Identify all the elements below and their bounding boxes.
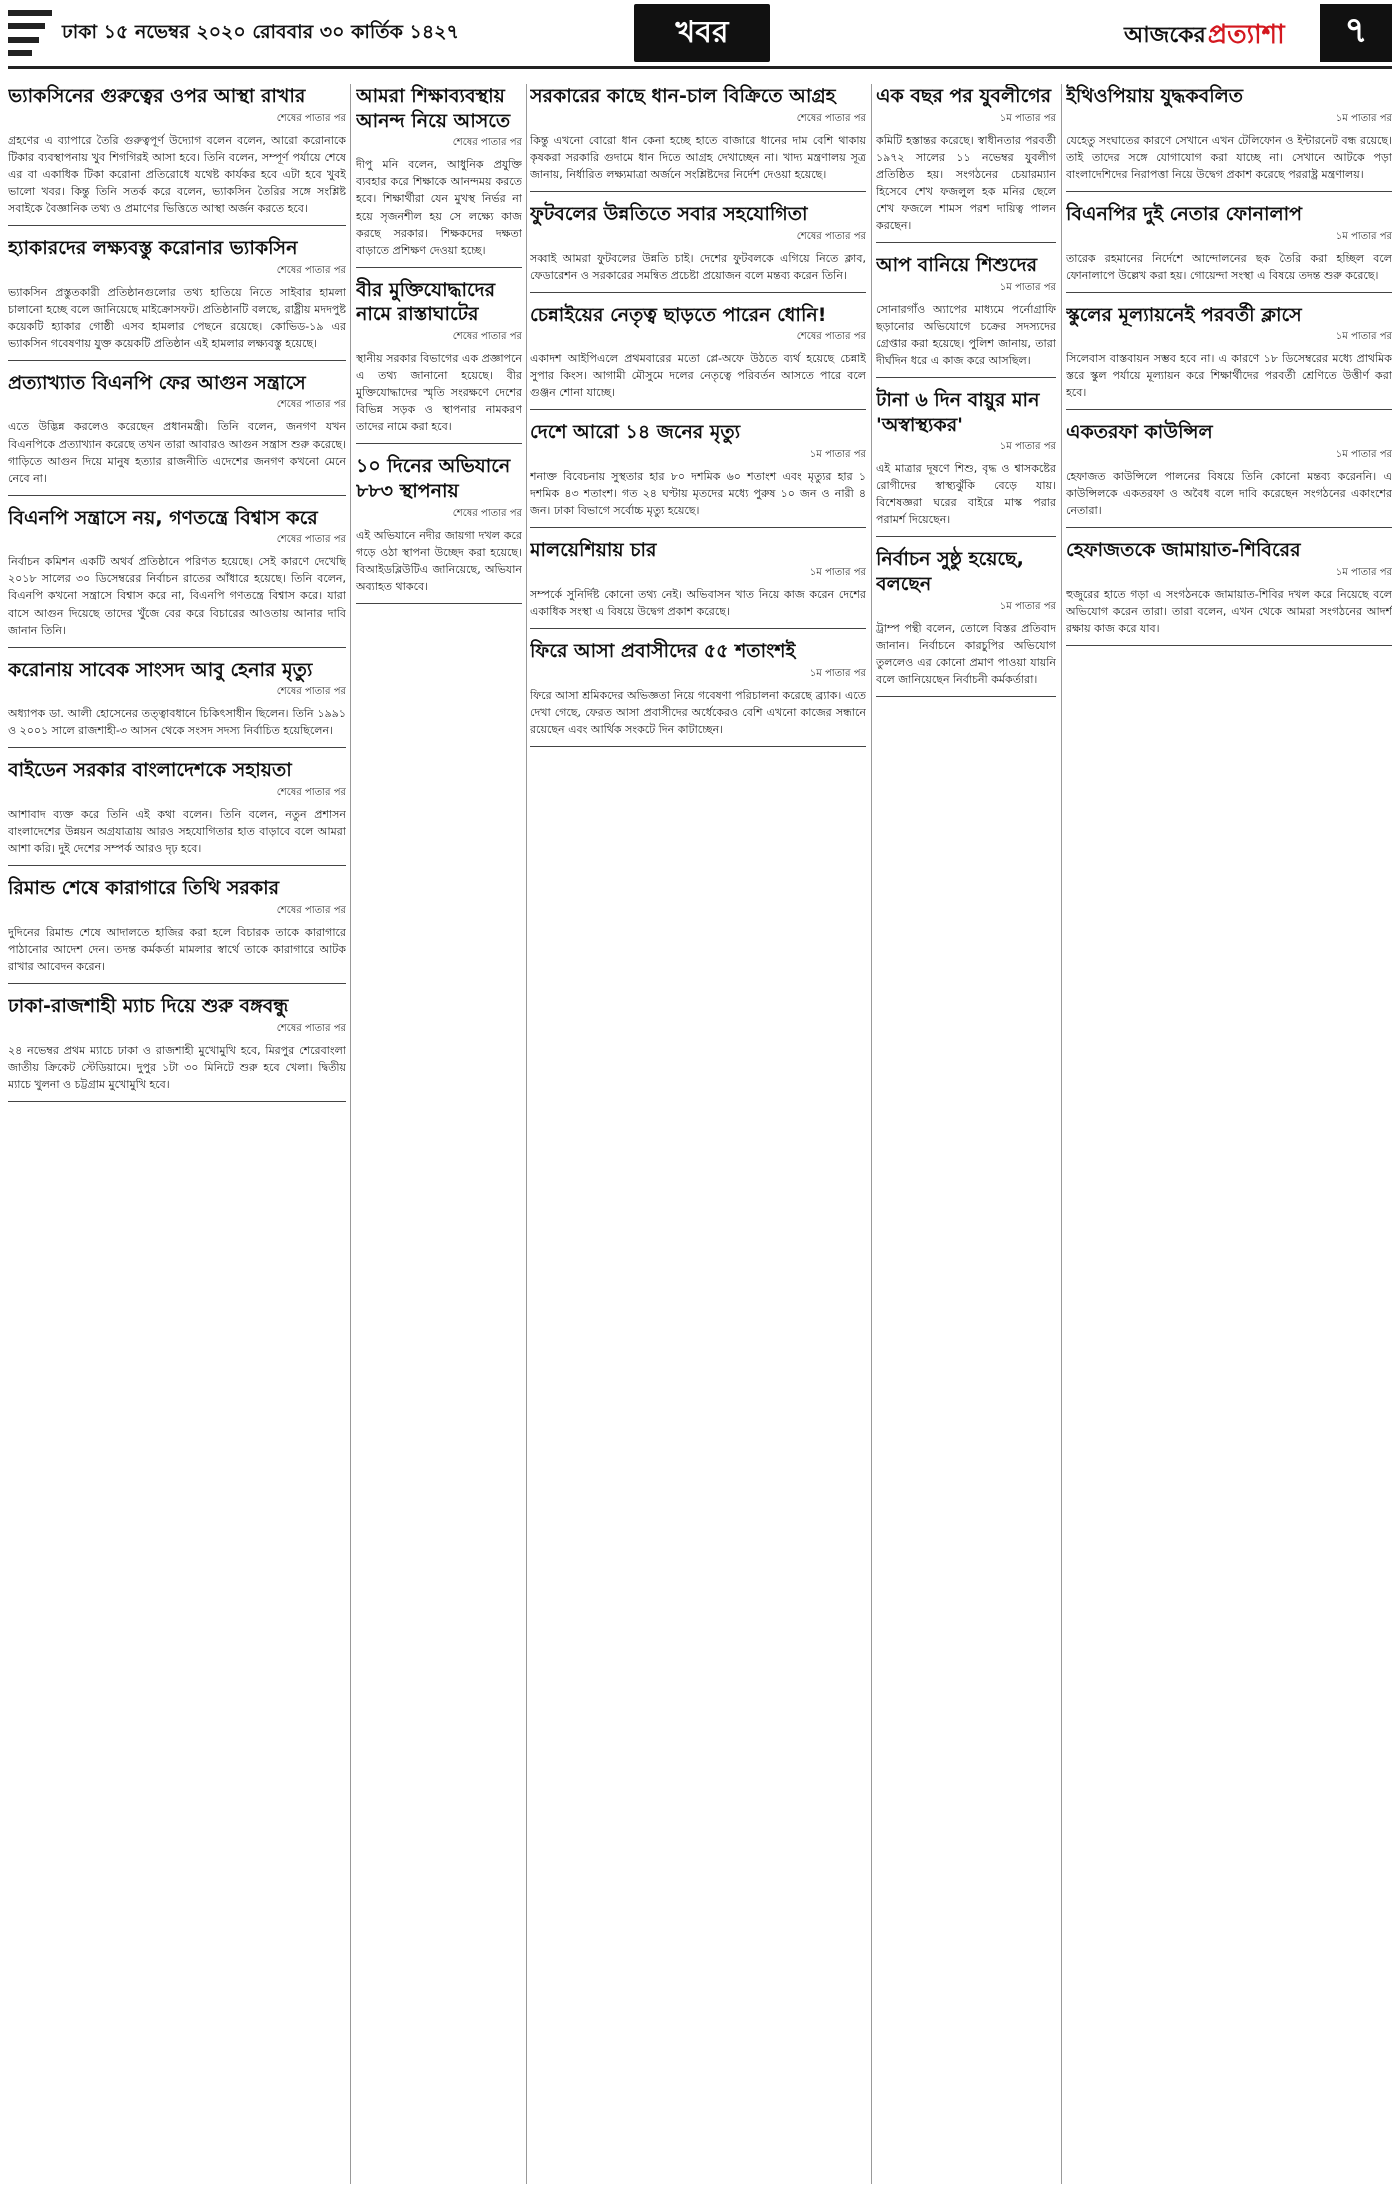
news-article — [876, 388, 1056, 538]
article-headline: প্রত্যাখ্যাত বিএনপি ফের আগুন সন্ত্রাসে — [8, 371, 306, 394]
column-divider — [526, 84, 527, 2184]
article-divider — [530, 628, 866, 629]
article-body: একাদশ আইপিএলে প্রথমবারের মতো প্লে-অফে উঠতে ব্যর্থ হয়েছে চেন্নাই সুপার কিংস। আগামী মৌসুমে দলের নেতৃত্বে পরিবর্তন আসতে পারে বলে গুঞ্জন শোনা যাচ্ছে। — [530, 352, 866, 400]
article-divider — [8, 865, 346, 866]
news-article — [8, 876, 346, 984]
article-headline: বীর মুক্তিযোদ্ধাদের নামে রাস্তাঘাটের — [356, 278, 496, 326]
logo-part-1: আজকের — [1124, 22, 1206, 48]
article-body: এতে উদ্ভিন্ন করলেও করেছেন প্রধানমন্ত্রী। তিনি বলেন, জনগণ যখন বিএনপিকে প্রত্যাখ্যান করেছে তখন তারা আবারও আগুন সন্ত্রাস শুরু করেছে। গাড়িতে আগুন দিয়ে মানুষ হত্যার রাজনীতি এদেশের জনগণ কখনো মেনে নেবে না। — [8, 420, 346, 485]
article-divider — [8, 225, 346, 226]
article-headline: বিএনপি সন্ত্রাসে নয়, গণতন্ত্রে বিশ্বাস করে — [8, 506, 318, 529]
article-divider — [356, 603, 522, 604]
continued-from-label: ১ম পাতার পর — [1335, 566, 1392, 578]
article-divider — [356, 443, 522, 444]
news-article — [1066, 538, 1392, 646]
news-article — [356, 84, 522, 268]
news-article — [876, 84, 1056, 243]
continued-from-label: শেষের পাতার পর — [796, 112, 866, 124]
article-headline: ইথিওপিয়ায় যুদ্ধকবলিত — [1066, 85, 1244, 107]
article-headline: টানা ৬ দিন বায়ুর মান 'অস্বাস্থ্যকর' — [876, 388, 1040, 436]
continued-from-label: ১ম পাতার পর — [809, 566, 866, 578]
article-body: দুদিনের রিমান্ড শেষে আদালতে হাজির করা হলে বিচারক তাকে কারাগারে পাঠানোর আদেশ দেন। তদন্ত কর্মকর্তা মামলার স্বার্থে তাকে কারাগারে আটক রাখার আবেদন করেন। — [8, 925, 346, 973]
continued-from-label: শেষের পাতার পর — [452, 137, 522, 149]
article-body: তারেক রহমানের নির্দেশে আন্দোলনের ছক তৈরি করা হচ্ছিল বলে ফোনালাপে উল্লেখ করা হয়। গোয়েন্দা সংস্থা এ বিষয়ে তদন্ত শুরু করেছে। — [1066, 251, 1392, 282]
column-2 — [356, 84, 522, 2184]
article-body: নির্বাচন কমিশন একটি অথর্ব প্রতিষ্ঠানে পরিণত হয়েছে। সেই কারণে দেখেছি ২০১৮ সালের ৩০ ডিসেম্বরের নির্বাচন রাতের আঁধারে হয়েছে। তিনি বলেন, বিএনপি কখনো সন্ত্রাসে বিশ্বাস করে না, বিএনপি গণতন্ত্রে বিশ্বাস করে। যারা বাসে আগুন দিয়েছে তাদের খুঁজে বের করে বিচারের আওতায় আনার দাবি জানান তিনি। — [8, 555, 346, 637]
news-article — [530, 303, 866, 411]
continued-from-label: শেষের পাতার পর — [276, 1022, 346, 1034]
news-article — [530, 420, 866, 528]
continued-from-label: ১ম পাতার পর — [1335, 331, 1392, 343]
column-divider — [1061, 84, 1062, 2184]
continued-from-label: শেষের পাতার পর — [276, 112, 346, 124]
article-divider — [8, 747, 346, 748]
news-article — [8, 758, 346, 866]
article-divider — [1066, 292, 1392, 293]
continued-from-label: শেষের পাতার পর — [276, 399, 346, 411]
article-body: এই অভিযানে নদীর জায়গা দখল করে গড়ে ওঠা স্থাপনা উচ্ছেদ করা হয়েছে। বিআইডব্লিউটিএ জানিয়েছে, অভিযান অব্যাহত থাকবে। — [356, 528, 522, 593]
news-article — [356, 454, 522, 604]
column-5 — [1066, 84, 1392, 2184]
article-body: যেহেতু সংঘাতের কারণে সেখানে এখন টেলিফোন ও ইন্টারনেট বন্ধ রয়েছে। তাই তাদের সঙ্গে যোগাযোগ করা যাচ্ছে না। সেখানে আটকে পড়া বাংলাদেশিদের নিরাপত্তা নিয়ে উদ্বেগ প্রকাশ করেছে পররাষ্ট্র মন্ত্রণালয়। — [1066, 133, 1392, 181]
article-body: শনাক্ত বিবেচনায় সুস্থতার হার ৮০ দশমিক ৬০ শতাংশ এবং মৃত্যুর হার ১ দশমিক ৪৩ শতাংশ। গত ২৪ ঘণ্টায় মৃতদের মধ্যে পুরুষ ১০ জন ও নারী ৪ জন। ঢাকা বিভাগে সর্বোচ্চ মৃত্যু হয়েছে। — [530, 470, 866, 518]
continued-from-label: শেষের পাতার পর — [796, 331, 866, 343]
article-divider — [1066, 527, 1392, 528]
article-divider — [8, 1101, 346, 1102]
column-4 — [876, 84, 1056, 2184]
page-number: ৭ — [1320, 4, 1392, 62]
article-headline: ভ্যাকসিনের গুরুত্বের ওপর আস্থা রাখার — [8, 85, 306, 107]
article-body: ২৪ নভেম্বর প্রথম ম্যাচে ঢাকা ও রাজশাহী মুখোমুখি হবে, মিরপুর শেরেবাংলা জাতীয় ক্রিকেট স্টেডিয়ামে। দুপুর ১টা ৩০ মিনিটে শুরু হবে খেলা। দ্বিতীয় ম্যাচে খুলনা ও চট্টগ্রাম মুখোমুখি হবে। — [8, 1043, 346, 1091]
news-article — [8, 84, 346, 226]
news-article — [530, 84, 866, 192]
article-divider — [8, 495, 346, 496]
continued-from-label: শেষের পাতার পর — [276, 904, 346, 916]
article-body: এই মাত্রার দূষণে শিশু, বৃদ্ধ ও শ্বাসকষ্টের রোগীদের স্বাস্থ্যঝুঁকি বেড়ে যায়। বিশেষজ্ঞরা ঘরের বাইরে মাস্ক পরার পরামর্শ দিয়েছেন। — [876, 462, 1056, 527]
news-article — [876, 253, 1056, 378]
news-article — [8, 994, 346, 1102]
news-article — [8, 506, 346, 648]
news-article — [1066, 84, 1392, 192]
article-headline: হ্যাকারদের লক্ষ্যবস্তু করোনার ভ্যাকসিন — [8, 236, 298, 259]
continued-from-label: ১ম পাতার পর — [999, 441, 1056, 453]
article-divider — [530, 191, 866, 192]
article-body: স্থানীয় সরকার বিভাগের এক প্রজ্ঞাপনে এ তথ্য জানানো হয়েছে। বীর মুক্তিযোদ্ধাদের স্মৃতি সংরক্ষণে দেশের বিভিন্ন সড়ক ও স্থাপনার নামকরণ তাদের নামে করা হবে। — [356, 352, 522, 434]
column-1 — [8, 84, 346, 2184]
article-headline: ঢাকা-রাজশাহী ম্যাচ দিয়ে শুরু বঙ্গবন্ধু — [8, 995, 289, 1018]
continued-from-label: শেষের পাতার পর — [276, 787, 346, 799]
news-article — [8, 371, 346, 496]
article-headline: হেফাজতকে জামায়াত-শিবিরের — [1066, 539, 1301, 562]
article-headline: নির্বাচন সুষ্ঠু হয়েছে, বলছেন — [876, 548, 1024, 596]
article-divider — [530, 409, 866, 410]
continued-from-label: শেষের পাতার পর — [276, 686, 346, 698]
article-headline: আপ বানিয়ে শিশুদের — [876, 253, 1038, 276]
article-body: ফিরে আসা শ্রমিকদের অভিজ্ঞতা নিয়ে গবেষণা পরিচালনা করেছে ব্র্যাক। এতে দেখা গেছে, ফেরত আসা প্রবাসীদের অর্ধেকেরও বেশি এখনো কাজের সন্ধানে রয়েছেন এবং আর্থিক সংকটে দিন কাটাচ্ছেন। — [530, 688, 866, 736]
continued-from-label: ১ম পাতার পর — [999, 112, 1056, 124]
article-body: সিলেবাস বাস্তবায়ন সম্ভব হবে না। এ কারণে ১৮ ডিসেম্বরের মধ্যে প্রাথমিক স্তরে স্কুল পর্যায়ে মূল্যায়ন করে শিক্ষার্থীদের পরবর্তী শ্রেণিতে উত্তীর্ণ করা হবে। — [1066, 352, 1392, 400]
continued-from-label: শেষের পাতার পর — [796, 230, 866, 242]
masthead — [0, 0, 1400, 70]
dateline: ঢাকা ১৫ নভেম্বর ২০২০ রোববার ৩০ কার্তিক ১৪২৭ — [62, 21, 459, 43]
article-headline: এক বছর পর যুবলীগের — [876, 85, 1052, 107]
article-body: ট্রাম্প পন্থী বলেন, তোলে বিস্তর প্রতিবাদ জানান। নির্বাচনে কারচুপির অভিযোগ তুললেও এর কোনো প্রমাণ পাওয়া যায়নি বলে জানিয়েছেন নির্বাচনী কর্মকর্তারা। — [876, 621, 1056, 686]
continued-from-label: ১ম পাতার পর — [1335, 230, 1392, 242]
article-headline: বিএনপির দুই নেতার ফোনালাপ — [1066, 202, 1303, 225]
news-article — [1066, 303, 1392, 411]
article-body: সম্পর্কে সুনির্দিষ্ট কোনো তথ্য নেই। অভিবাসন খাত নিয়ে কাজ করেন দেশের একাধিক সংস্থা এ বিষয়ে উদ্বেগ প্রকাশ করেছে। — [530, 587, 866, 618]
article-headline: চেন্নাইয়ের নেতৃত্ব ছাড়তে পারেন ধোনি! — [530, 303, 827, 326]
article-headline: ১০ দিনের অভিযানে ৮৮৩ স্থাপনায় — [356, 455, 511, 502]
news-article — [530, 639, 866, 747]
continued-from-label: ১ম পাতার পর — [999, 281, 1056, 293]
newspaper-logo — [1124, 12, 1310, 60]
news-article — [876, 547, 1056, 697]
article-divider — [8, 647, 346, 648]
article-body: হুজুরের হাতে গড়া এ সংগঠনকে জামায়াত-শিবির দখল করে নিয়েছে বলে অভিযোগ করেন তারা। তারা বলেন, এখন থেকে আমরা সংগঠনের আদর্শ রক্ষায় কাজ করে যাব। — [1066, 587, 1392, 636]
continued-from-label: শেষের পাতার পর — [276, 264, 346, 276]
masthead-rule — [8, 66, 1392, 69]
article-divider — [876, 377, 1056, 378]
article-divider — [876, 536, 1056, 537]
article-headline: আমরা শিক্ষাব্যবস্থায় আনন্দ নিয়ে আসতে — [356, 85, 511, 132]
article-headline: মালয়েশিয়ায় চার — [530, 539, 657, 562]
news-article — [8, 236, 346, 361]
logo-part-2: প্রত্যাশা — [1207, 20, 1285, 50]
column-3 — [530, 84, 866, 2184]
article-body: দীপু মনি বলেন, আধুনিক প্রযুক্তি ব্যবহার করে শিক্ষাকে আনন্দময় করতে হবে। শিক্ষার্থীরা যেন মুখস্থ নির্ভর না হয়ে সৃজনশীল হয় সে লক্ষ্যে কাজ করছে সরকার। শিক্ষকদের দক্ষতা বাড়াতে প্রশিক্ষণ দেওয়া হচ্ছে। — [356, 158, 522, 257]
article-divider — [876, 242, 1056, 243]
column-divider — [871, 84, 872, 2184]
article-headline: দেশে আরো ১৪ জনের মৃত্যু — [530, 421, 741, 444]
news-article — [530, 538, 866, 629]
article-body: সোনারগাঁও অ্যাপের মাধ্যমে পর্নোগ্রাফি ছড়ানোর অভিযোগে চক্রের সদস্যদের গ্রেপ্তার করা হয়েছে। পুলিশ জানায়, তারা দীর্ঘদিন ধরে এ কাজ করে আসছিল। — [876, 302, 1056, 367]
news-article — [1066, 420, 1392, 528]
section-label: খবর — [634, 4, 770, 62]
article-headline: একতরফা কাউন্সিল — [1066, 421, 1213, 444]
article-divider — [8, 983, 346, 984]
article-divider — [530, 292, 866, 293]
article-body: হেফাজত কাউন্সিলে পালনের বিষয়ে তিনি কোনো মন্তব্য করেননি। এ কাউন্সিলকে একতরফা ও অবৈধ বলে দাবি করেছেন সংগঠনের একাংশের নেতারা। — [1066, 470, 1392, 518]
article-body: আশাবাদ ব্যক্ত করে তিনি এই কথা বলেন। তিনি বলেন, নতুন প্রশাসন বাংলাদেশের উন্নয়ন অগ্রযাত্রায় আরও সহযোগিতার হাত বাড়াবে বলে আমরা আশা করি। দুই দেশের সম্পর্ক আরও দৃঢ় হবে। — [8, 808, 346, 856]
article-body: কমিটি হস্তান্তর করেছে। স্বাধীনতার পরবর্তী ১৯৭২ সালের ১১ নভেম্বর যুবলীগ প্রতিষ্ঠিত হয়। সংগঠনের চেয়ারম্যান হিসেবে শেখ ফজলুল হক মনির ছেলে শেখ ফজলে শামস পরশ দায়িত্ব পালন করছেন। — [876, 133, 1056, 232]
article-divider — [356, 267, 522, 268]
continued-from-label: ১ম পাতার পর — [809, 667, 866, 679]
news-article — [8, 658, 346, 749]
news-article — [356, 278, 522, 445]
article-body: কিন্তু এখনো বোরো ধান কেনা হচ্ছে হাতে বাজারে ধানের দাম বেশি থাকায় কৃষকরা সরকারি গুদামে ধান দিতে আগ্রহ দেখাচ্ছেন না। খাদ্য মন্ত্রণালয় সূত্র জানায়, নির্ধারিত লক্ষ্যমাত্রা অর্জনে সংশ্লিষ্টদের নির্দেশ দেওয়া হয়েছে। — [530, 133, 866, 181]
continued-from-label: ১ম পাতার পর — [1335, 449, 1392, 461]
article-divider — [1066, 409, 1392, 410]
continued-from-label: ১ম পাতার পর — [809, 449, 866, 461]
article-body: সব্বাই আমরা ফুটবলের উন্নতি চাই। দেশের ফুটবলকে এগিয়ে নিতে ক্লাব, ফেডারেশন ও সরকারের সমন্বিত প্রচেষ্টা প্রয়োজন বলে মন্তব্য করেন তিনি। — [530, 251, 866, 282]
continued-from-label: শেষের পাতার পর — [276, 534, 346, 546]
continued-from-label: ১ম পাতার পর — [999, 600, 1056, 612]
article-headline: বাইডেন সরকার বাংলাদেশকে সহায়তা — [8, 759, 292, 782]
article-divider — [530, 746, 866, 747]
continued-from-label: ১ম পাতার পর — [1335, 112, 1392, 124]
article-headline: রিমান্ড শেষে কারাগারে তিথি সরকার — [8, 877, 280, 900]
continued-from-label: শেষের পাতার পর — [452, 331, 522, 343]
article-headline: সরকারের কাছে ধান-চাল বিক্রিতে আগ্রহ — [530, 85, 836, 107]
article-body: ভ্যাকসিন প্রস্তুতকারী প্রতিষ্ঠানগুলোর তথ্য হাতিয়ে নিতে সাইবার হামলা চালানো হচ্ছে বলে জানিয়েছে মাইক্রোসফট। প্রতিষ্ঠানটি বলছে, রাষ্ট্রীয় মদদপুষ্ট কয়েকটি হ্যাকার গোষ্ঠী এসব হামলার পেছনে রয়েছে। কোভিড-১৯ এর ভ্যাকসিন গবেষণায় যুক্ত কয়েকটি প্রতিষ্ঠান এই হামলার লক্ষ্যবস্তু হয়েছে। — [8, 285, 346, 350]
article-headline: করোনায় সাবেক সাংসদ আবু হেনার মৃত্যু — [8, 658, 313, 681]
news-article — [1066, 202, 1392, 293]
article-divider — [1066, 191, 1392, 192]
masthead-decoration — [8, 10, 52, 56]
article-body: অধ্যাপক ডা. আলী হোসেনের তত্ত্বাবধানে চিকিৎসাধীন ছিলেন। তিনি ১৯৯১ ও ২০০১ সালে রাজশাহী-৩ আসন থেকে সংসদ সদস্য নির্বাচিত হয়েছিলেন। — [8, 707, 346, 738]
article-divider — [8, 360, 346, 361]
article-divider — [876, 696, 1056, 697]
article-headline: ফুটবলের উন্নতিতে সবার সহযোগিতা — [530, 202, 808, 225]
column-divider — [350, 84, 351, 2184]
article-body: গ্রহণের এ ব্যাপারে তৈরি গুরুত্বপূর্ণ উদ্যোগ বলেন বলেন, আরো করোনাকে টিকার ব্যবস্থাপনায় খুব শিগগিরই আসা হবে। তিনি বলেন, সম্পূর্ণ পর্যায়ে শেষে এর বা একাধিক টিকা করোনা প্রতিরোধে যথেষ্ট কার্যকর হবে এটা হবে খুবই ভালো খবর। কিন্তু তিনি সতর্ক করে বলেন, ভ্যাকসিন তৈরির সঙ্গে সংশ্লিষ্ট সবাইকে বৈজ্ঞানিক তথ্য ও প্রমাণের ভিত্তিতে আস্থা অর্জন করতে হবে। — [8, 133, 346, 215]
article-headline: ফিরে আসা প্রবাসীদের ৫৫ শতাংশই — [530, 640, 796, 663]
continued-from-label: শেষের পাতার পর — [452, 507, 522, 519]
article-divider — [530, 527, 866, 528]
news-article — [530, 202, 866, 293]
article-headline: স্কুলের মূল্যায়নেই পরবর্তী ক্লাসে — [1066, 303, 1302, 326]
article-divider — [1066, 645, 1392, 646]
